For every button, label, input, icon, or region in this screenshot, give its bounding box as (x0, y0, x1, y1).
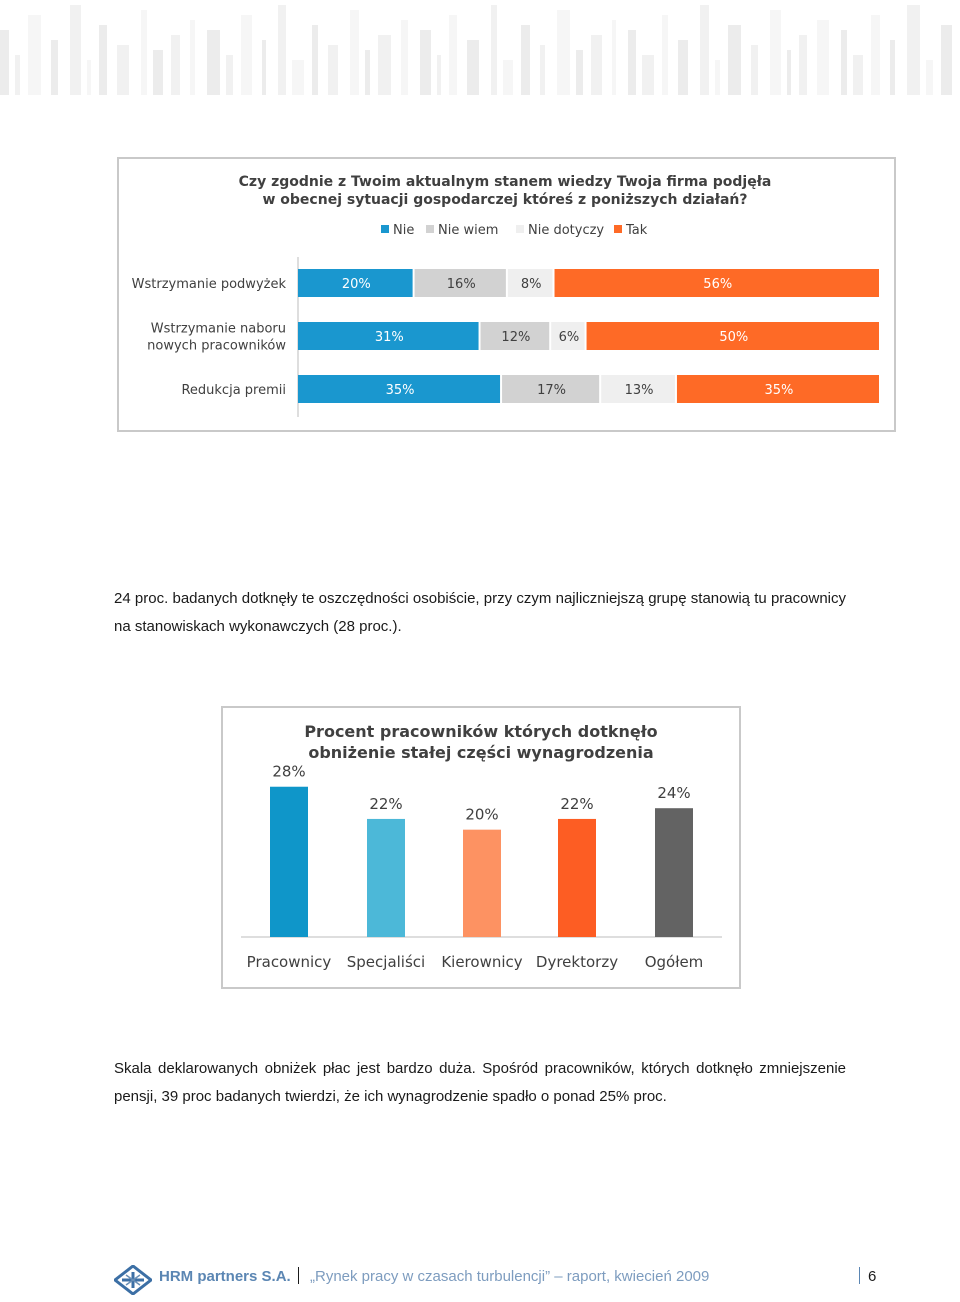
header-stripe (401, 20, 408, 95)
header-stripe (941, 25, 952, 95)
legend-swatch (381, 225, 389, 233)
category-label: nowych pracowników (147, 338, 286, 354)
legend-label: Nie wiem (438, 223, 499, 238)
header-stripe (591, 35, 602, 95)
header-stripe (70, 5, 81, 95)
header-stripe (87, 60, 91, 95)
category-label: Redukcja premii (181, 383, 286, 398)
header-stripe (278, 5, 286, 95)
header-stripe (678, 40, 688, 95)
header-stripe (841, 30, 847, 95)
header-stripe (437, 55, 441, 95)
chart-title-line: Czy zgodnie z Twoim aktualnym stanem wiedzy Twoja firma podjęła (238, 174, 772, 190)
legend-label: Nie dotyczy (528, 223, 605, 238)
data-label: 22% (369, 794, 403, 813)
data-label: 8% (520, 277, 542, 292)
header-stripe (628, 30, 636, 95)
data-label: 16% (446, 277, 476, 292)
header-stripe (262, 40, 266, 95)
footer-company-name: HRM partners S.A. (159, 1268, 291, 1285)
data-label: 50% (719, 330, 749, 345)
header-stripe (491, 5, 497, 95)
bar-chart-salary-reduction (221, 706, 741, 989)
category-label: Ogółem (644, 953, 704, 971)
header-stripe (449, 15, 457, 95)
header-stripe (853, 55, 863, 95)
header-stripe (153, 50, 163, 95)
footer-report-title: „Rynek pracy w czasach turbulencji” – raport, kwiecień 2009 (310, 1268, 710, 1285)
header-stripe (171, 35, 180, 95)
header-stripe (365, 50, 370, 95)
header-stripe (190, 20, 195, 95)
header-stripe (141, 10, 147, 95)
header-stripe (226, 55, 233, 95)
header-stripe (521, 25, 530, 95)
category-label: Wstrzymanie podwyżek (131, 277, 286, 292)
data-label: 13% (624, 383, 654, 398)
bar (463, 830, 501, 937)
header-stripe (207, 30, 220, 95)
page-footer (114, 1262, 884, 1292)
bar-chart-svg (223, 708, 739, 987)
chart-title-line: obniżenie stałej części wynagrodzenia (308, 743, 654, 762)
footer-page-number: 6 (868, 1268, 877, 1285)
header-stripe (907, 5, 920, 95)
header-stripe-pattern (0, 0, 960, 95)
data-label: 6% (558, 330, 580, 345)
data-label: 35% (764, 383, 794, 398)
footer-separator (859, 1267, 860, 1284)
header-stripe (728, 25, 741, 95)
header-stripe (871, 15, 880, 95)
header-stripe (715, 60, 720, 95)
header-stripe (700, 5, 709, 95)
header-stripe (51, 40, 58, 95)
header-stripe (926, 60, 933, 95)
data-label: 28% (272, 762, 306, 781)
data-label: 24% (657, 784, 691, 803)
data-label: 35% (385, 383, 415, 398)
header-stripe (557, 10, 570, 95)
header-stripe (540, 45, 545, 95)
header-stripe (15, 55, 20, 95)
legend-swatch (426, 225, 434, 233)
header-stripe (576, 50, 583, 95)
category-label: Dyrektorzy (535, 953, 619, 971)
header-stripe (890, 40, 895, 95)
data-label: 20% (465, 805, 499, 824)
header-stripe (312, 25, 318, 95)
data-label: 31% (374, 330, 404, 345)
category-label: Specjaliści (346, 953, 426, 971)
header-stripe (241, 15, 252, 95)
category-label: Kierownicy (441, 953, 523, 971)
stacked-bar-chart-svg (119, 159, 894, 430)
data-label: 22% (560, 794, 594, 813)
header-stripe (817, 20, 829, 95)
header-stripe (420, 30, 431, 95)
header-stripe (328, 45, 338, 95)
data-label: 17% (537, 383, 567, 398)
footer-separator (298, 1267, 299, 1284)
chart-title-line: w obecnej sytuacji gospodarczej któreś z poniższych działań? (262, 192, 748, 208)
legend-swatch (614, 225, 622, 233)
header-stripe (117, 45, 129, 95)
legend-label: Nie (393, 223, 415, 238)
header-stripe (662, 15, 668, 95)
header-stripe (799, 35, 807, 95)
header-stripe (503, 60, 513, 95)
header-stripe (770, 10, 781, 95)
category-label: Pracownicy (246, 953, 332, 971)
header-stripe (787, 50, 791, 95)
data-label: 56% (703, 277, 733, 292)
paragraph-reduction-scale: Skala deklarowanych obniżek płac jest bardzo duża. Spośród pracowników, których dotknęło zmniejszenie pensji, 39 proc badanych twierdzi, że ich wynagrodzenie spadło o ponad 25% proc. (114, 1060, 846, 1105)
bar (558, 819, 596, 937)
header-stripe (0, 30, 9, 95)
category-label: Wstrzymanie naboru (150, 321, 286, 337)
legend-label: Tak (626, 223, 648, 238)
data-label: 20% (341, 277, 371, 292)
bar (367, 819, 405, 937)
header-stripe (378, 35, 391, 95)
hrm-partners-logo-icon (114, 1265, 152, 1295)
header-stripe (751, 45, 758, 95)
legend-swatch (516, 225, 524, 233)
header-stripe (350, 10, 359, 95)
paragraph-salary-cuts-groups: 24 proc. badanych dotknęły te oszczędności osobiście, przy czym najliczniejszą grupę stanowią tu pracownicy na stanowiskach wykonawczych (28 proc.). (114, 590, 846, 635)
bar (655, 808, 693, 937)
header-stripe (612, 20, 616, 95)
data-label: 12% (501, 330, 531, 345)
stacked-bar-chart-actions (117, 157, 896, 432)
header-stripe (467, 40, 479, 95)
header-stripe (292, 60, 304, 95)
chart-title-line: Procent pracowników których dotknęło (304, 722, 658, 741)
bar (270, 787, 308, 937)
header-stripe (28, 15, 41, 95)
header-stripe (642, 55, 654, 95)
header-stripe (99, 25, 107, 95)
